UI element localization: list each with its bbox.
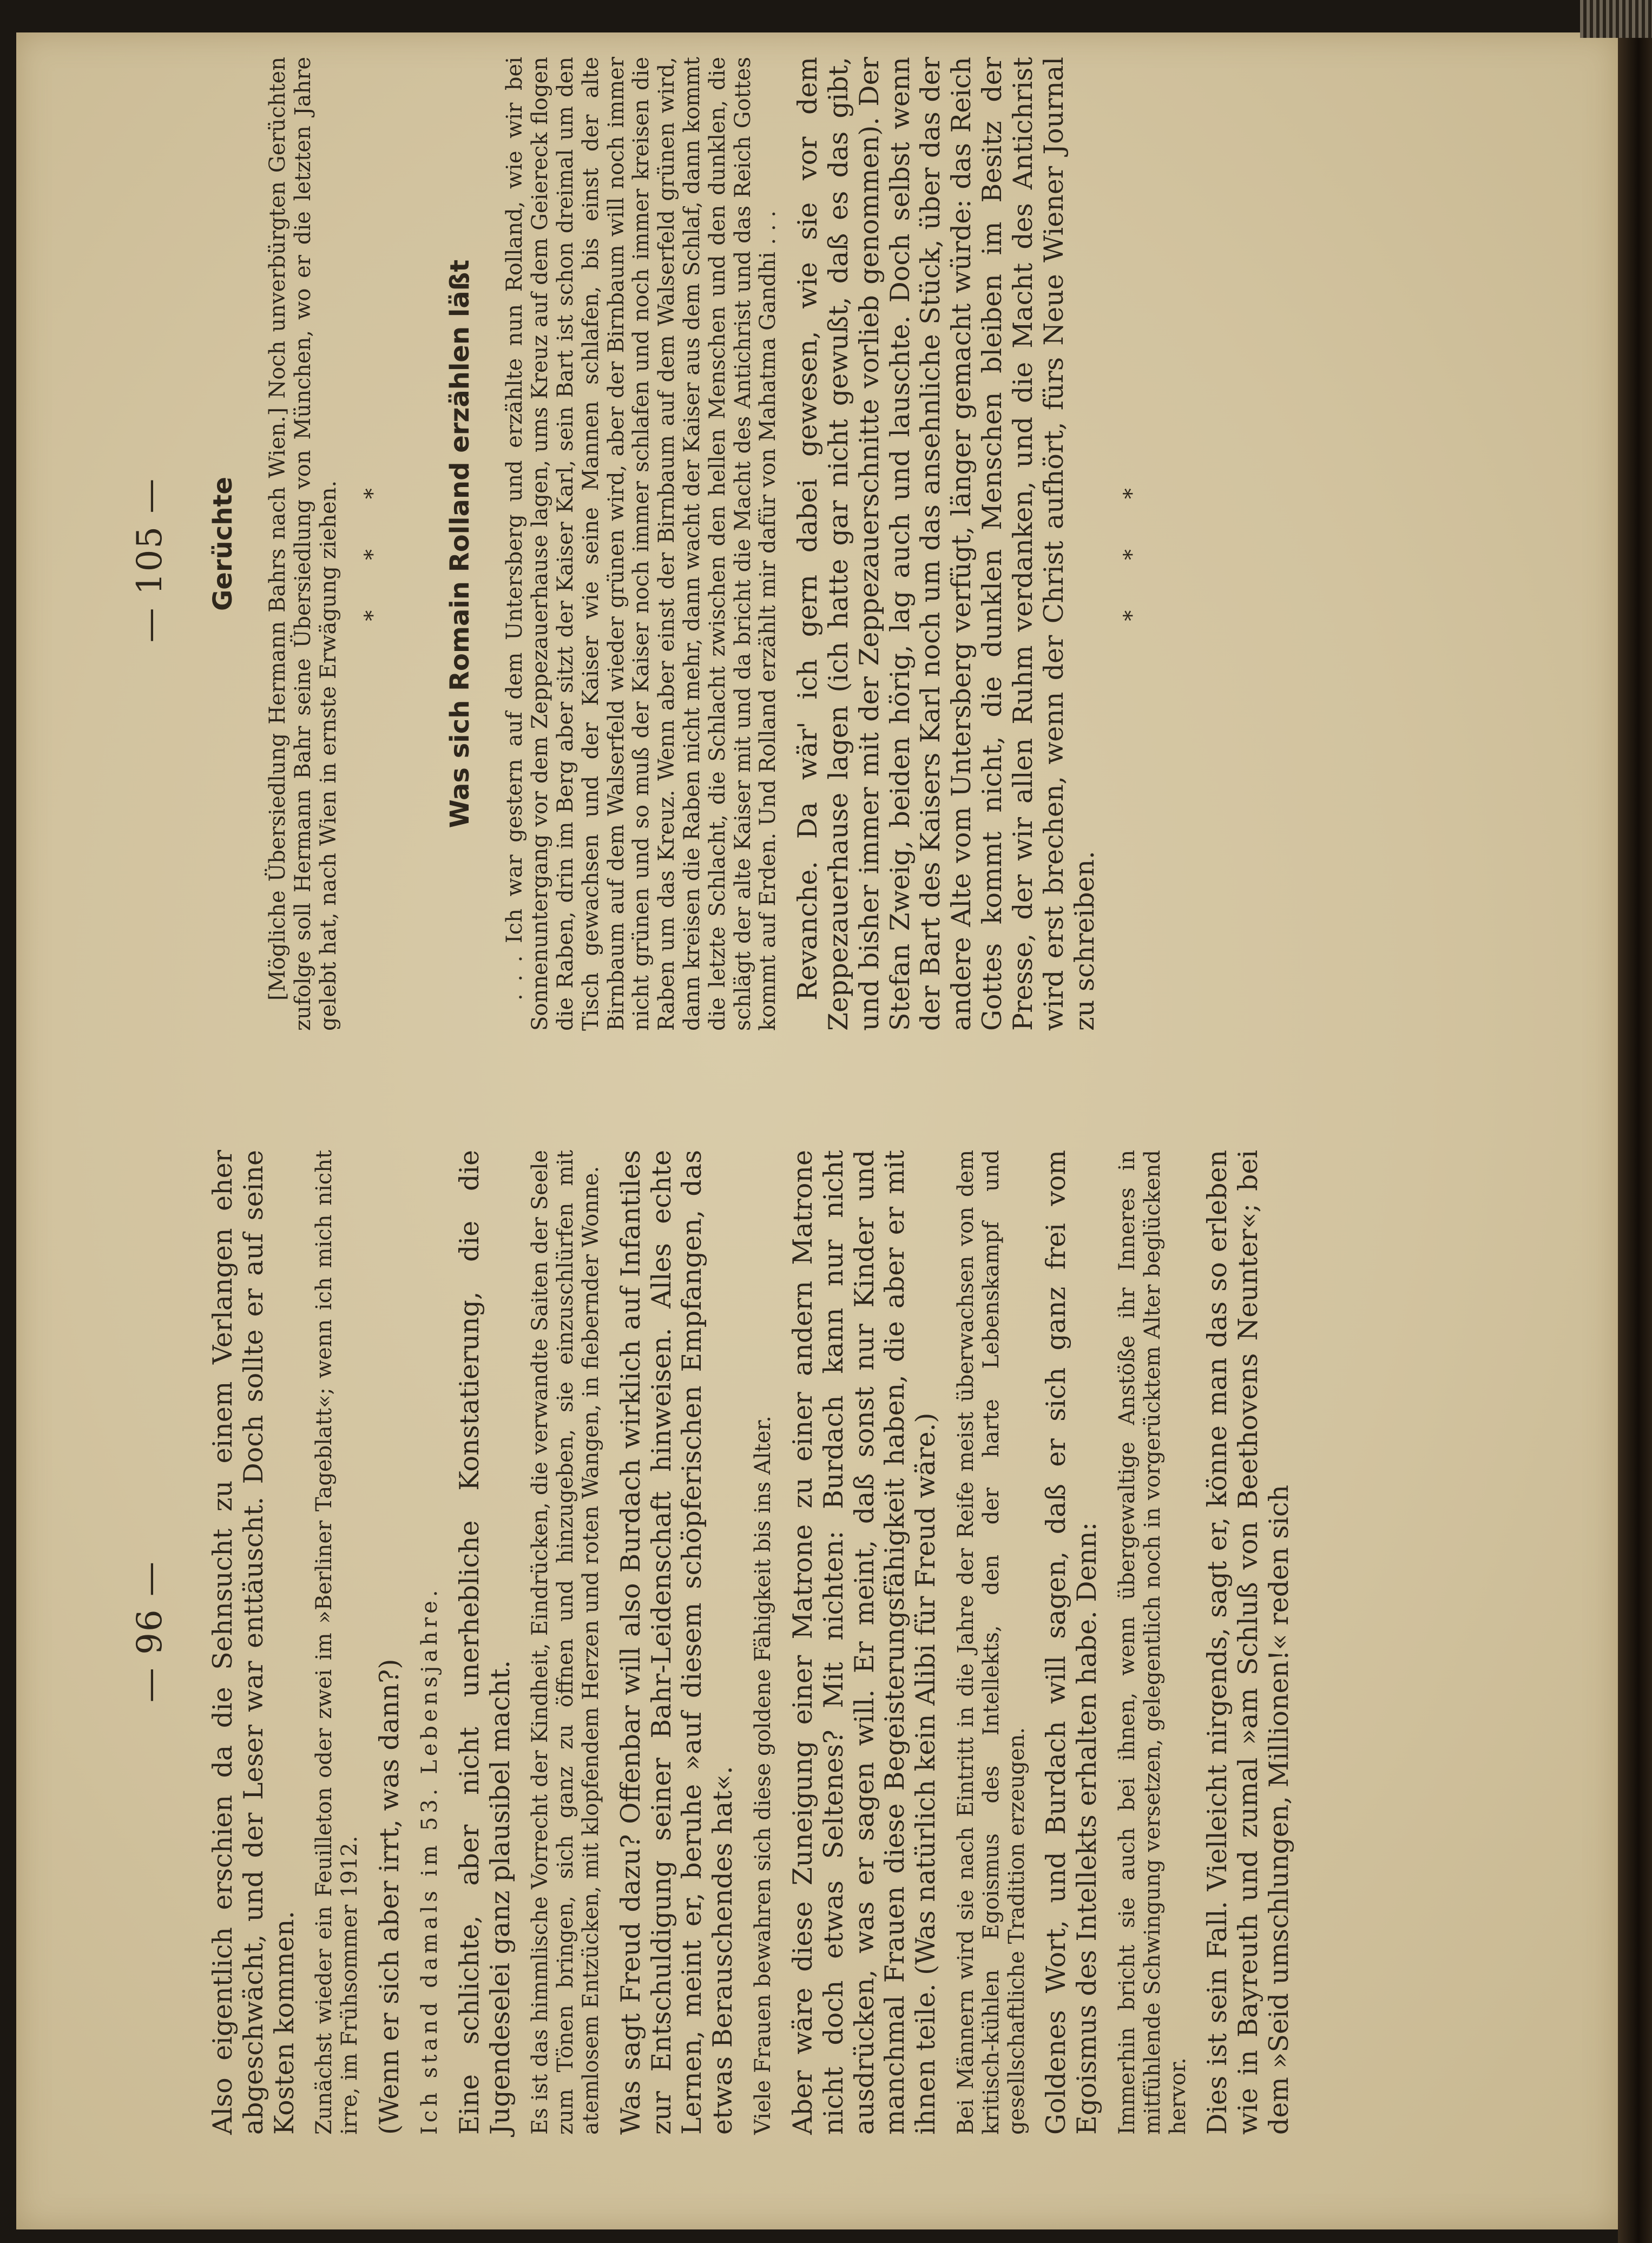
quoted-paragraph: Es ist das himmlische Vorrecht der Kindheit, Eindrücken, die verwandte Saiten der Seele zum Tönen bringen, sich ganz zu öffnen und hinzugeben, sie einzuschlürfen mit atemlosem Entzücken, mit klopfendem Herzen und roten Wangen, in fiebernder Wonne. xyxy=(528,1150,603,2135)
end-separator: * * * xyxy=(1120,466,1145,621)
left-page xyxy=(130,1080,1299,2183)
paragraph: Dies ist sein Fall. Vielleicht nirgends, sagt er, könne man das so erleben wie in Bayreuth und zumal »am Schluß von Beethovens Neunter«; bei dem »Seid umschlungen, Millionen!« reden sich xyxy=(1202,1150,1295,2135)
section-body: [Mögliche Übersiedlung Hermann Bahrs nach Wien.] Noch unverbürgten Gerüchten zufolge soll Hermann Bahr seine Übersiedlung von München, wo er die letzten Jahre gelebt hat, nach Wien in ernste Erwägung ziehen. xyxy=(265,57,341,1031)
right-page xyxy=(130,8,1204,1112)
page-number: — 105 — xyxy=(130,477,170,643)
quoted-paragraph: Bei Männern wird sie nach Eintritt in die Jahre der Reife meist überwachsen von dem kritisch-kühlen Egoismus des Intellekts, den der harte Lebenskampf und gesellschaftliche Tradition erzeugen. xyxy=(953,1150,1029,2135)
quoted-paragraph: Zunächst wieder ein Feuilleton oder zwei im »Berliner Tageblatt«; wenn ich mich nicht irre, im Frühsommer 1912. xyxy=(312,1150,363,2135)
section-title: Was sich Romain Rolland erzählen läßt xyxy=(445,259,476,828)
paragraph: (Wenn er sich aber irrt, was dann?) xyxy=(374,1659,405,2135)
quoted-paragraph: Ich stand damals im 53. Lebensjahre. xyxy=(417,1586,442,2135)
quoted-paragraph: Immerhin bricht sie auch bei ihnen, wenn übergewaltige Anstöße ihr Inneres in mitfühlende Schwingung versetzen, gelegentlich noch in vorgerücktem Alter beglückend hervor. xyxy=(1115,1150,1190,2135)
page-number: — 96 — xyxy=(130,1560,170,1703)
text-column xyxy=(208,57,1144,1031)
text-column xyxy=(208,1150,1295,2135)
paragraph: Goldenes Wort, und Burdach will sagen, daß er sich ganz frei vom Egoismus des Intellekts erhalten habe. Denn: xyxy=(1041,1150,1103,2135)
section-title: Gerüchte xyxy=(208,477,238,611)
paragraph: Was sagt Freud dazu? Offenbar will also Burdach wirklich auf Infantiles zur Entschuldigung seiner Bahr-Leidenschaft hinweisen. Alles echte Lernen, meint er, beruhe »auf diesem schöpferischen Empfangen, das etwas Berauschendes hat«. xyxy=(615,1150,739,2135)
section-separator: * * * xyxy=(360,466,386,621)
paragraph: Eine schlichte, aber nicht unerhebliche Konstatierung, die die Jugendeselei ganz plausibel macht. xyxy=(453,1150,516,2135)
paragraph: Aber wäre diese Zuneigung einer Matrone zu einer andern Matrone nicht doch etwas Seltenes? Mit nichten: Burdach kann nur nicht ausdrücken, was er sagen will. Er meint, daß sonst nur Kinder und manchmal Frauen diese Begeisterungsfähigkeit haben, die aber er mit ihnen teile. (Was natürlich kein Alibi für Freud wäre.) xyxy=(787,1150,942,2135)
paragraph: Also eigentlich erschien da die Sehnsucht zu einem Verlangen eher abgeschwächt, und der Leser war enttäuscht. Doch sollte er auf seine Kosten kommen. xyxy=(207,1150,300,2135)
quoted-paragraph: . . . Ich war gestern auf dem Untersberg und erzählte nun Rolland, wie wir bei Sonnenuntergang vor dem Zeppezauerhause lagen, ums Kreuz auf dem Geiereck flogen die Raben, drin im Berg aber sitzt der Kaiser Karl, sein Bart ist schon dreimal um den Tisch gewachsen und der Kaiser wie seine Mannen schlafen, bis einst der alte Birnbaum auf dem Walserfeld wieder grünen wird, aber der Birnbaum will noch immer nicht grünen und so muß der Kaiser noch immer schlafen und noch immer kreisen die Raben um das Kreuz. Wenn aber einst der Birnbaum auf dem Walserfeld grünen wird, dann kreisen die Raben nicht mehr, dann wacht der Kaiser aus dem Schlaf, dann kommt die letzte Schlacht, die Schlacht zwischen den hellen Menschen und den dunklen, die schlägt der alte Kaiser mit und da bricht die Macht des Antichrist und das Reich Gottes kommt auf Erden. Und Rolland erzählt mir dafür von Mahatma Gandhi . . . xyxy=(502,57,781,1031)
quoted-paragraph: Viele Frauen bewahren sich diese goldene Fähigkeit bis ins Alter. xyxy=(751,1416,776,2135)
paragraph: Revanche. Da wär' ich gern dabei gewesen, wie sie vor dem Zeppezauerhause lagen (ich hatte gar nicht gewußt, daß es das gibt, und bisher immer mit der Zeppezauerschnitte vorlieb genommen). Der Stefan Zweig, beiden hörig, lag auch und lauschte. Doch selbst wenn der Bart des Kaisers Karl noch um das ansehnliche Stück, über das der andere Alte vom Untersberg verfügt, länger gemacht würde: das Reich Gottes kommt nicht, die dunklen Menschen bleiben im Besitz der Presse, der wir allen Ruhm verdanken, und die Macht des Antichrist wird erst brechen, wenn der Christ aufhört, fürs Neue Wiener Journal zu schreiben. xyxy=(792,57,1100,1031)
